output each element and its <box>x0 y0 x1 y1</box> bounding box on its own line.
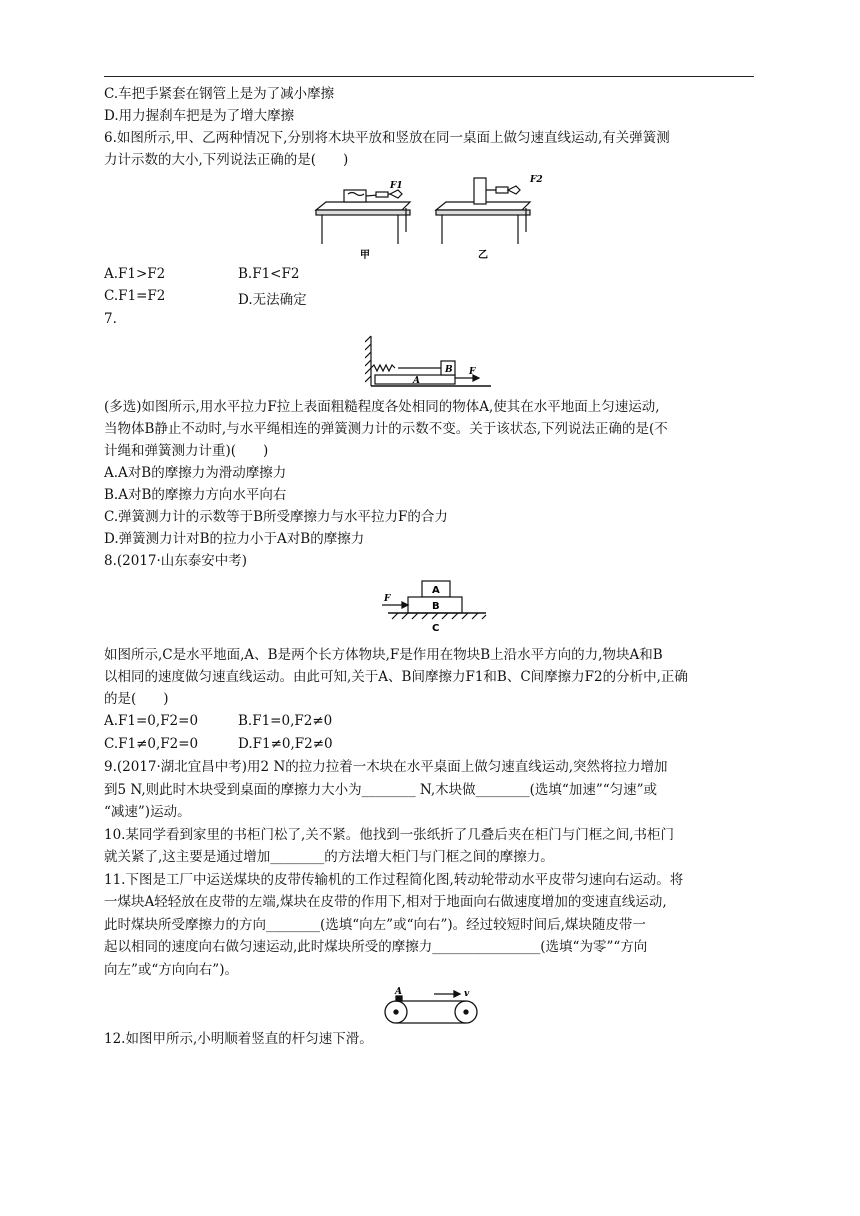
q7-stem-line2: 当物体B静止不动时,与水平绳相连的弹簧测力计的示数不变。关于该状态,下列说法正确的是(不 <box>104 421 668 437</box>
q8-stem-line1: 如图所示,C是水平地面,A、B是两个长方体物块,F是作用在物块B上沿水平方向的力,物块A和B <box>104 647 663 663</box>
q8-option-b: B.F1=0,F2≠0 <box>238 713 333 729</box>
q8-block-b: B <box>432 601 440 612</box>
q7-number: 7. <box>104 311 117 327</box>
q11-line1: 11.下图是工厂中运送煤块的皮带传输机的工作过程简化图,转动轮带动水平皮带匀速向右运动。将 <box>104 872 684 888</box>
q7-stem-line1: (多选)如图所示,用水平拉力F拉上表面粗糙程度各处相同的物体A,使其在水平地面上匀速运动, <box>104 399 660 415</box>
q11-block-a: A <box>395 987 402 997</box>
q6-figure-left <box>316 190 410 244</box>
q6-label-f1: F1 <box>390 181 403 191</box>
q8-ground-c: C <box>432 623 440 634</box>
q8-stem-line3: 的是( ) <box>104 691 169 707</box>
q6-figure-right <box>436 178 530 244</box>
q8-option-d: D.F1≠0,F2≠0 <box>238 736 333 752</box>
q9-line2: 到5 N,则此时木块受到桌面的摩擦力大小为________ N,木块做________(选填“加速”“匀速”或 <box>104 782 658 798</box>
q11-line2: 一煤块A轻轻放在皮带的左端,煤块在皮带的作用下,相对于地面向右做速度增加的变速直线运动, <box>104 894 667 910</box>
q9-line3: “减速”)运动。 <box>104 804 191 820</box>
q6-label-f2: F2 <box>530 175 543 185</box>
q8-force-f: F <box>384 594 391 604</box>
q11-velocity-v: v <box>464 989 470 999</box>
q7-block-a: A <box>413 376 420 386</box>
q6-option-a: A.F1>F2 <box>104 266 166 282</box>
q8-block-a: A <box>432 585 440 596</box>
q10-line2: 就关紧了,这主要是通过增加________的方法增大柜门与门框之间的摩擦力。 <box>104 849 554 865</box>
q7-option-b: B.A对B的摩擦力方向水平向右 <box>104 487 287 503</box>
q7-option-c: C.弹簧测力计的示数等于B所受摩擦力与水平拉力F的合力 <box>104 509 448 525</box>
q7-option-a: A.A对B的摩擦力为滑动摩擦力 <box>104 465 287 481</box>
q7-stem-line3: 计绳和弹簧测力计重)( ) <box>104 443 269 459</box>
q11-line3: 此时煤块所受摩擦力的方向________(选填“向左”或“向右”)。经过较短时间后,煤块随皮带一 <box>104 917 646 933</box>
header-rule <box>104 76 754 77</box>
q11-line4: 起以相同的速度向右做匀速运动,此时煤块所受的摩擦力________________(选填“为零”“方向 <box>104 939 648 955</box>
q6-stem-line2: 力计示数的大小,下列说法正确的是( ) <box>104 152 349 168</box>
q12-line1: 12.如图甲所示,小明顺着竖直的杆匀速下滑。 <box>104 1031 373 1047</box>
q6-figure <box>310 172 550 262</box>
q7-block-b: B <box>445 365 453 375</box>
q6-option-c: C.F1=F2 <box>104 288 166 304</box>
q6-option-b: B.F1<F2 <box>238 266 300 282</box>
q8-option-c: C.F1≠0,F2=0 <box>104 736 199 752</box>
q8-header: 8.(2017·山东泰安中考) <box>104 553 248 569</box>
q8-figure <box>380 577 490 635</box>
q7-option-d: D.弹簧测力计对B的拉力小于A对B的摩擦力 <box>104 531 365 547</box>
q7-figure <box>365 332 495 392</box>
q8-option-a: A.F1=0,F2=0 <box>104 713 199 729</box>
q11-figure <box>382 986 482 1028</box>
q6-caption-jia: 甲 <box>360 250 370 261</box>
q5-option-c: C.车把手紧套在钢管上是为了减小摩擦 <box>104 86 335 102</box>
q6-option-d: D.无法确定 <box>238 292 307 308</box>
q11-line5: 向左”或“方向向右”)。 <box>104 962 238 978</box>
q6-stem-line1: 6.如图所示,甲、乙两种情况下,分别将木块平放和竖放在同一桌面上做匀速直线运动,有关弹簧测 <box>104 130 670 146</box>
q7-force-f: F <box>469 367 476 377</box>
q6-caption-yi: 乙 <box>478 250 488 261</box>
q8-stem-line2: 以相同的速度做匀速直线运动。由此可知,关于A、B间摩擦力F1和B、C间摩擦力F2的分析中,正确 <box>104 669 688 685</box>
q10-line1: 10.某同学看到家里的书柜门松了,关不紧。他找到一张纸折了几叠后夹在柜门与门框之间,书柜门 <box>104 827 675 843</box>
q9-line1: 9.(2017·湖北宜昌中考)用2 N的拉力拉着一木块在水平桌面上做匀速直线运动,突然将拉力增加 <box>104 759 668 775</box>
q5-option-d: D.用力握刹车把是为了增大摩擦 <box>104 108 295 124</box>
